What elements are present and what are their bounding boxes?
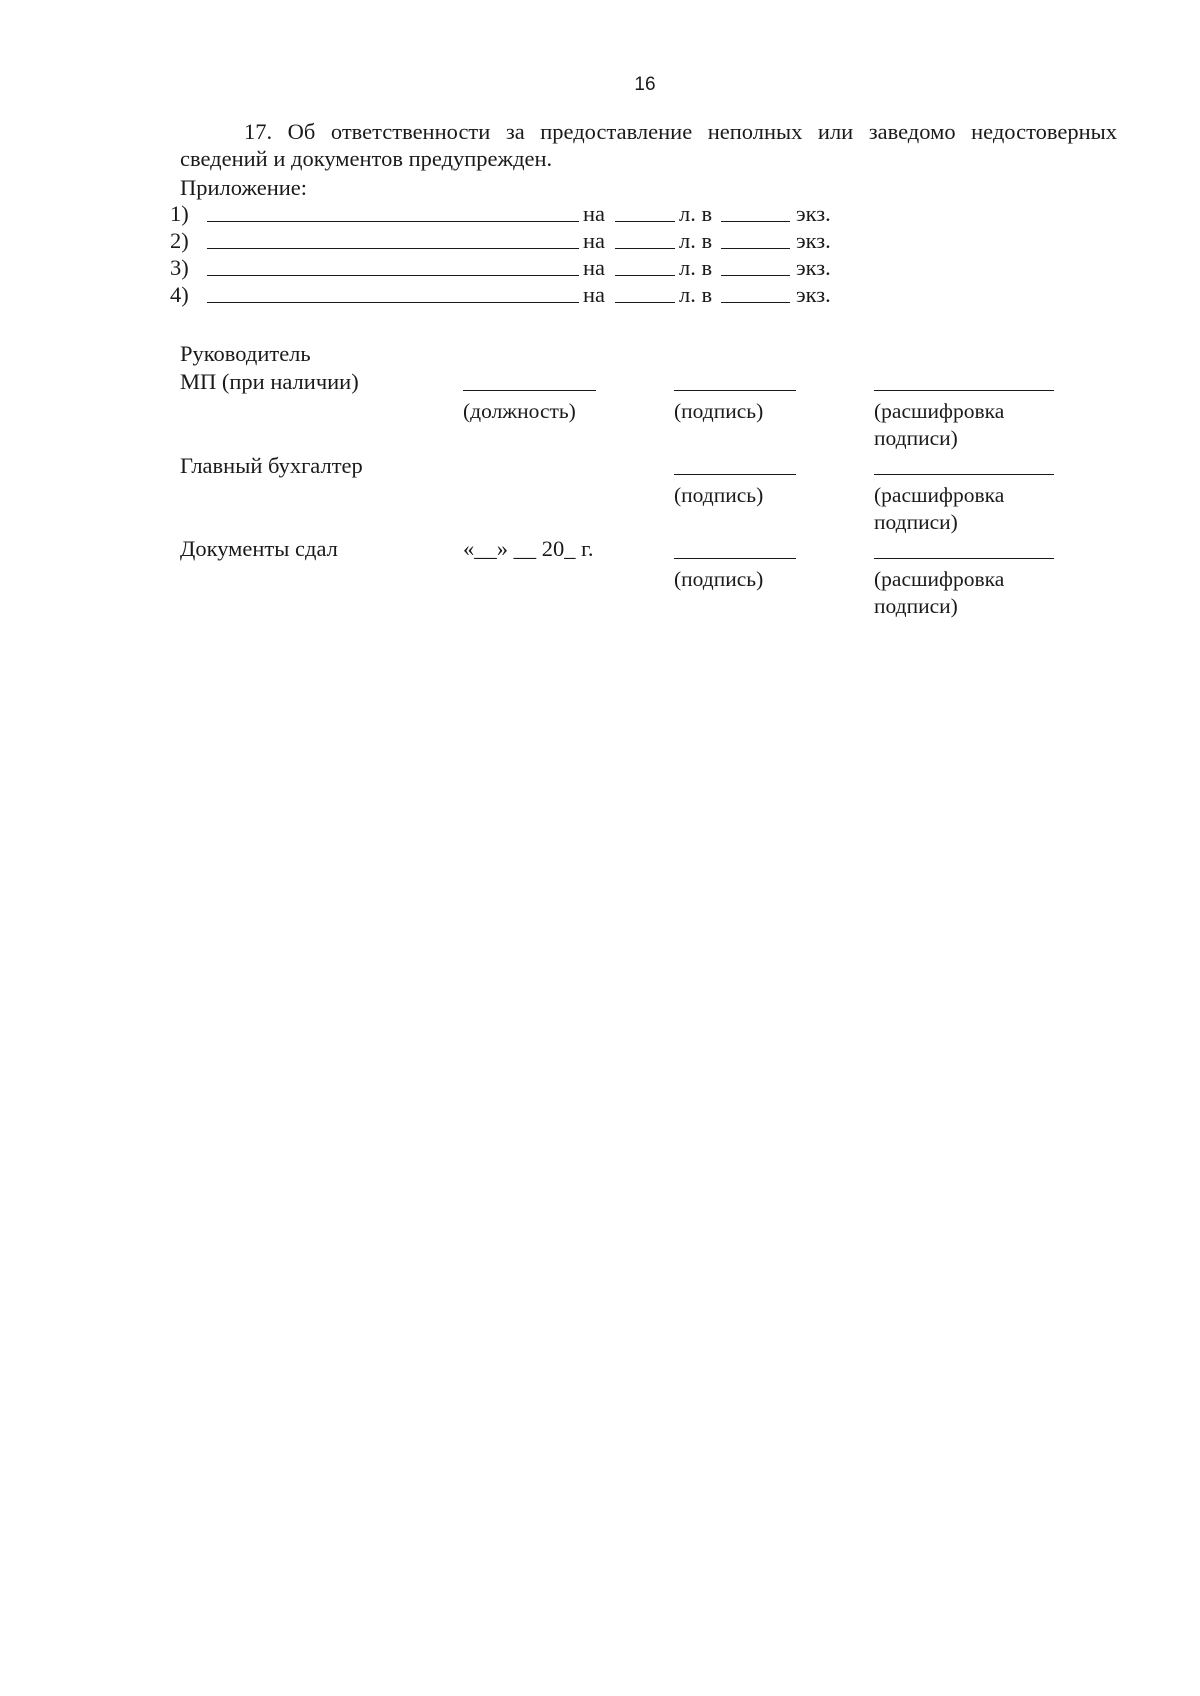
sheets-field[interactable]	[615, 275, 675, 276]
page-number: 16	[634, 74, 656, 95]
sheets-field[interactable]	[615, 302, 675, 303]
attachment-row-3	[170, 255, 870, 282]
submitter-decoding-line[interactable]	[874, 558, 1054, 559]
attachments-title: Приложение:	[180, 175, 308, 200]
signature-caption: (подпись)	[674, 399, 764, 423]
attachment-name-field[interactable]	[207, 248, 579, 249]
sheets-field[interactable]	[615, 248, 675, 249]
attachment-row-2	[170, 228, 870, 255]
submitter-signature-line[interactable]	[674, 558, 796, 559]
decoding-caption: (расшифровка подписи)	[874, 483, 1005, 534]
ekz-label: экз.	[796, 282, 831, 307]
attachment-number: 3)	[170, 255, 189, 280]
head-decoding-line[interactable]	[874, 390, 1054, 391]
accountant-signature-line[interactable]	[674, 474, 796, 475]
decoding-caption: (расшифровка подписи)	[874, 399, 1005, 450]
signature-caption: (подпись)	[674, 567, 764, 591]
signature-caption: (подпись)	[674, 483, 764, 507]
ekz-label: экз.	[796, 228, 831, 253]
submitted-label: Документы сдал	[180, 536, 338, 561]
copies-field[interactable]	[721, 248, 790, 249]
attachment-name-field[interactable]	[207, 275, 579, 276]
decoding-caption: (расшифровка подписи)	[874, 567, 1005, 618]
ekz-label: экз.	[796, 201, 831, 226]
sheets-field[interactable]	[615, 221, 675, 222]
paragraph-17: 17. Об ответственности за предоставление неполных или заведомо недостоверных сведений и документов предупрежден.	[180, 119, 1117, 171]
head-label: Руководитель	[180, 341, 311, 366]
na-label: на	[583, 255, 606, 280]
na-label: на	[583, 282, 606, 307]
copies-field[interactable]	[721, 221, 790, 222]
na-label: на	[583, 228, 606, 253]
accountant-label: Главный бухгалтер	[180, 453, 363, 478]
sheets-copies-label: л. в	[679, 201, 713, 226]
copies-field[interactable]	[721, 302, 790, 303]
attachment-number: 4)	[170, 282, 189, 307]
stamp-label: МП (при наличии)	[180, 369, 359, 394]
ekz-label: экз.	[796, 255, 831, 280]
sheets-copies-label: л. в	[679, 228, 713, 253]
copies-field[interactable]	[721, 275, 790, 276]
head-signature-line[interactable]	[674, 390, 796, 391]
position-caption: (должность)	[463, 399, 576, 423]
head-position-line[interactable]	[463, 390, 596, 391]
attachment-row-1	[170, 201, 870, 228]
attachment-number: 1)	[170, 201, 189, 226]
attachment-row-4	[170, 282, 870, 309]
accountant-decoding-line[interactable]	[874, 474, 1054, 475]
attachment-number: 2)	[170, 228, 189, 253]
sheets-copies-label: л. в	[679, 255, 713, 280]
attachment-name-field[interactable]	[207, 221, 579, 222]
sheets-copies-label: л. в	[679, 282, 713, 307]
date-template[interactable]: «__» __ 20_ г.	[463, 536, 594, 561]
attachment-name-field[interactable]	[207, 302, 579, 303]
na-label: на	[583, 201, 606, 226]
